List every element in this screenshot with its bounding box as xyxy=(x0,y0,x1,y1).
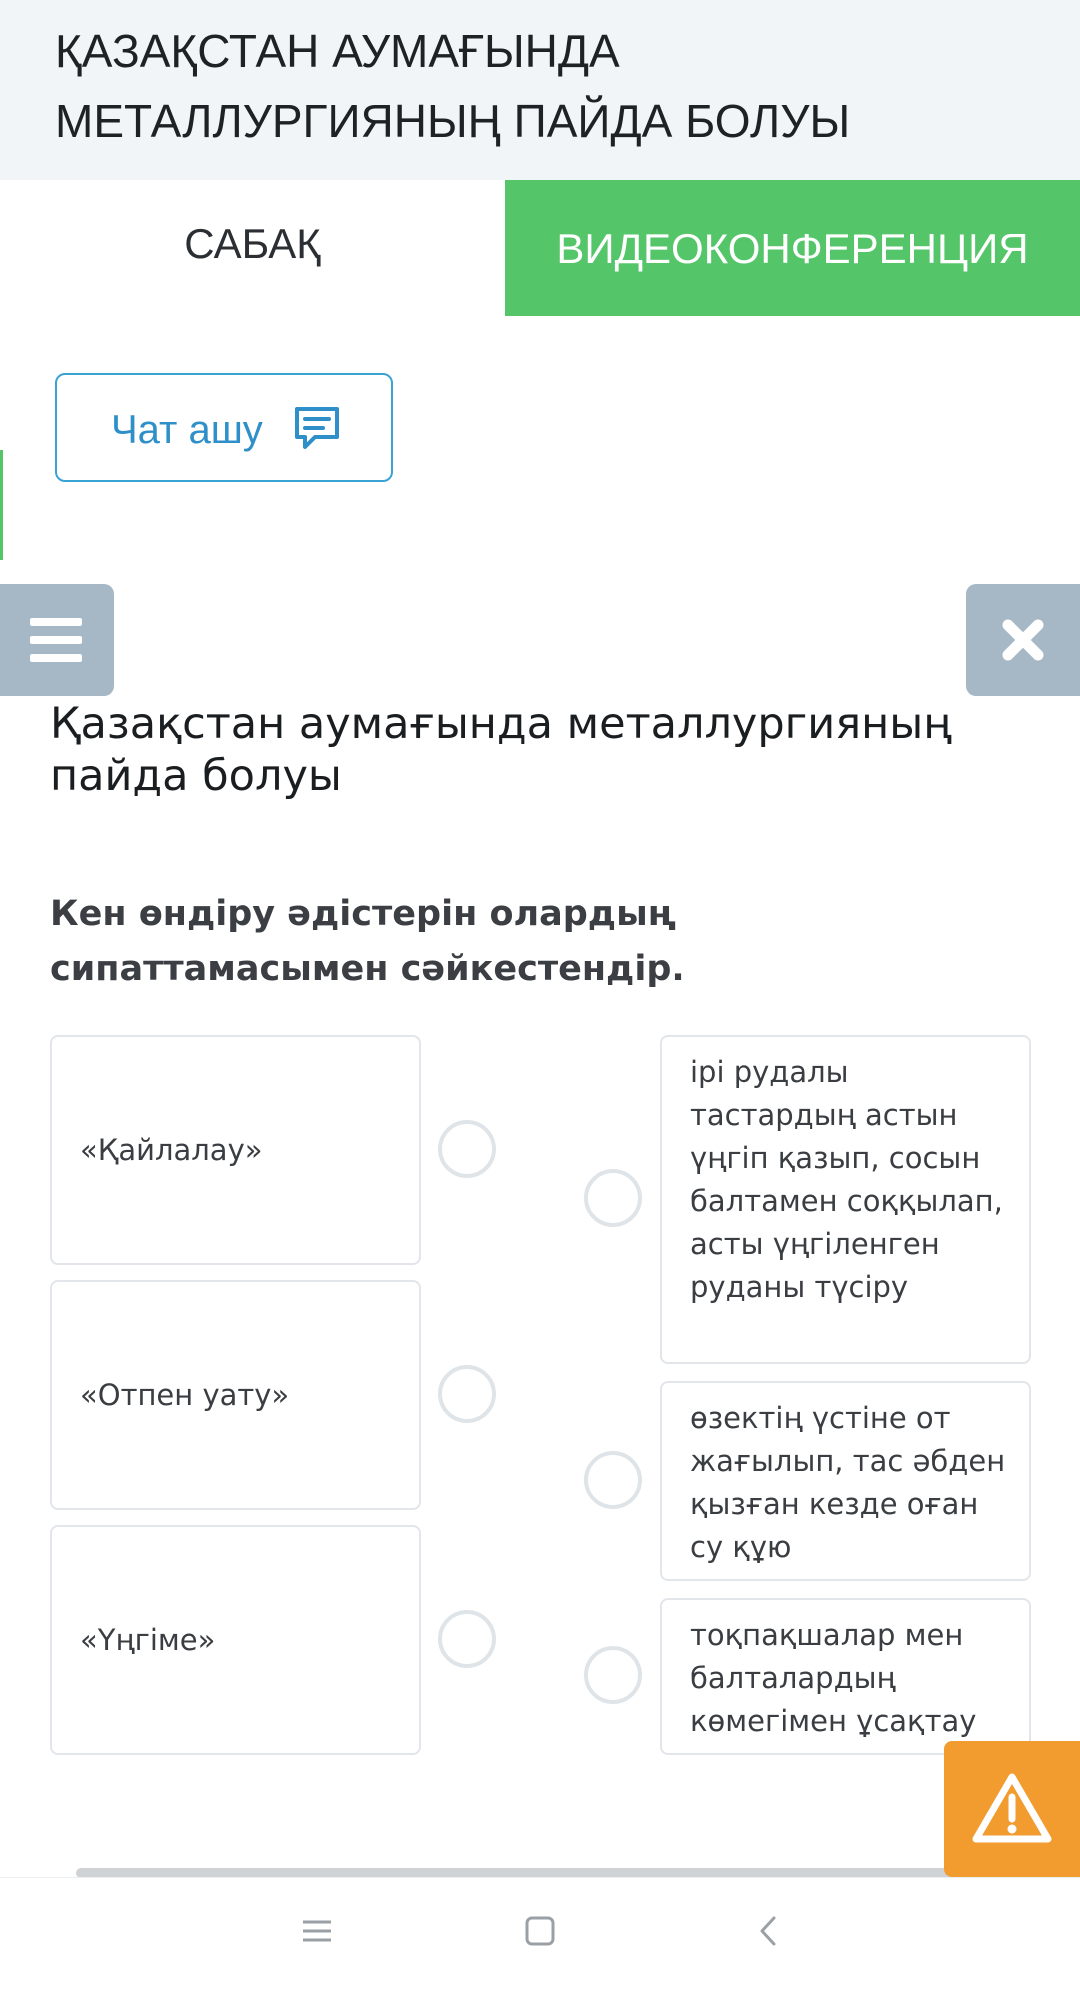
right-item-card[interactable] xyxy=(660,1598,1031,1755)
left-match-radio[interactable] xyxy=(438,1365,496,1423)
tab-lesson[interactable] xyxy=(0,180,505,316)
right-match-radio[interactable] xyxy=(584,1451,642,1509)
left-item-card[interactable] xyxy=(50,1035,421,1265)
close-button[interactable] xyxy=(966,584,1080,696)
right-item-label: тоқпақшалар мен балталардың көмегімен ұсақтау xyxy=(690,1618,977,1738)
tab-videoconference[interactable] xyxy=(505,180,1080,316)
right-item-card[interactable] xyxy=(660,1035,1031,1364)
left-match-radio[interactable] xyxy=(438,1610,496,1668)
left-item-label: «Қайлалау» xyxy=(80,1132,263,1167)
side-indicator xyxy=(0,450,3,560)
report-problem-button[interactable] xyxy=(944,1741,1080,1877)
right-item-label: өзектің үстіне от жағылып, тас әбден қызған кезде оған су құю xyxy=(690,1401,1006,1564)
right-match-radio[interactable] xyxy=(584,1169,642,1227)
right-item-label: ірі рудалы тастардың астын үңгіп қазып, сосын балтамен соққылап, асты үңгіленген руданы түсіру xyxy=(690,1055,1003,1304)
close-icon xyxy=(966,584,1080,696)
task-instruction: Кен өндіру әдістерін олардың сипаттамасымен сәйкестендір. xyxy=(50,894,685,989)
open-chat-label: Чат ашу xyxy=(111,408,263,452)
tab-lesson-label: САБАҚ xyxy=(184,220,321,267)
open-chat-button[interactable] xyxy=(55,373,393,482)
hamburger-icon-bar-top xyxy=(30,618,82,626)
chat-bubble-icon xyxy=(291,403,343,455)
back-icon[interactable] xyxy=(752,1914,786,1948)
warning-icon xyxy=(944,1741,1080,1877)
right-match-radio[interactable] xyxy=(584,1646,642,1704)
hamburger-icon-bar-middle xyxy=(30,636,82,644)
left-item-label: «Үңгіме» xyxy=(80,1622,216,1657)
tab-videoconference-label: ВИДЕОКОНФЕРЕНЦИЯ xyxy=(556,225,1029,272)
left-item-card[interactable] xyxy=(50,1280,421,1510)
right-item-card[interactable] xyxy=(660,1381,1031,1581)
page-header xyxy=(0,0,1080,180)
system-navigation-bar xyxy=(0,1877,1080,2006)
hamburger-icon-bar-bottom xyxy=(30,654,82,662)
left-match-radio[interactable] xyxy=(438,1120,496,1178)
left-item-label: «Отпен уату» xyxy=(80,1377,290,1412)
home-icon[interactable] xyxy=(523,1914,557,1948)
page-title: ҚАЗАҚСТАН АУМАҒЫНДА МЕТАЛЛУРГИЯНЫҢ ПАЙДА БОЛУЫ xyxy=(55,25,851,147)
recent-apps-icon[interactable] xyxy=(300,1914,334,1948)
left-item-card[interactable] xyxy=(50,1525,421,1755)
task-title: Қазақстан аумағында металлургияның пайда болуы xyxy=(50,699,952,801)
menu-button[interactable] xyxy=(0,584,114,696)
